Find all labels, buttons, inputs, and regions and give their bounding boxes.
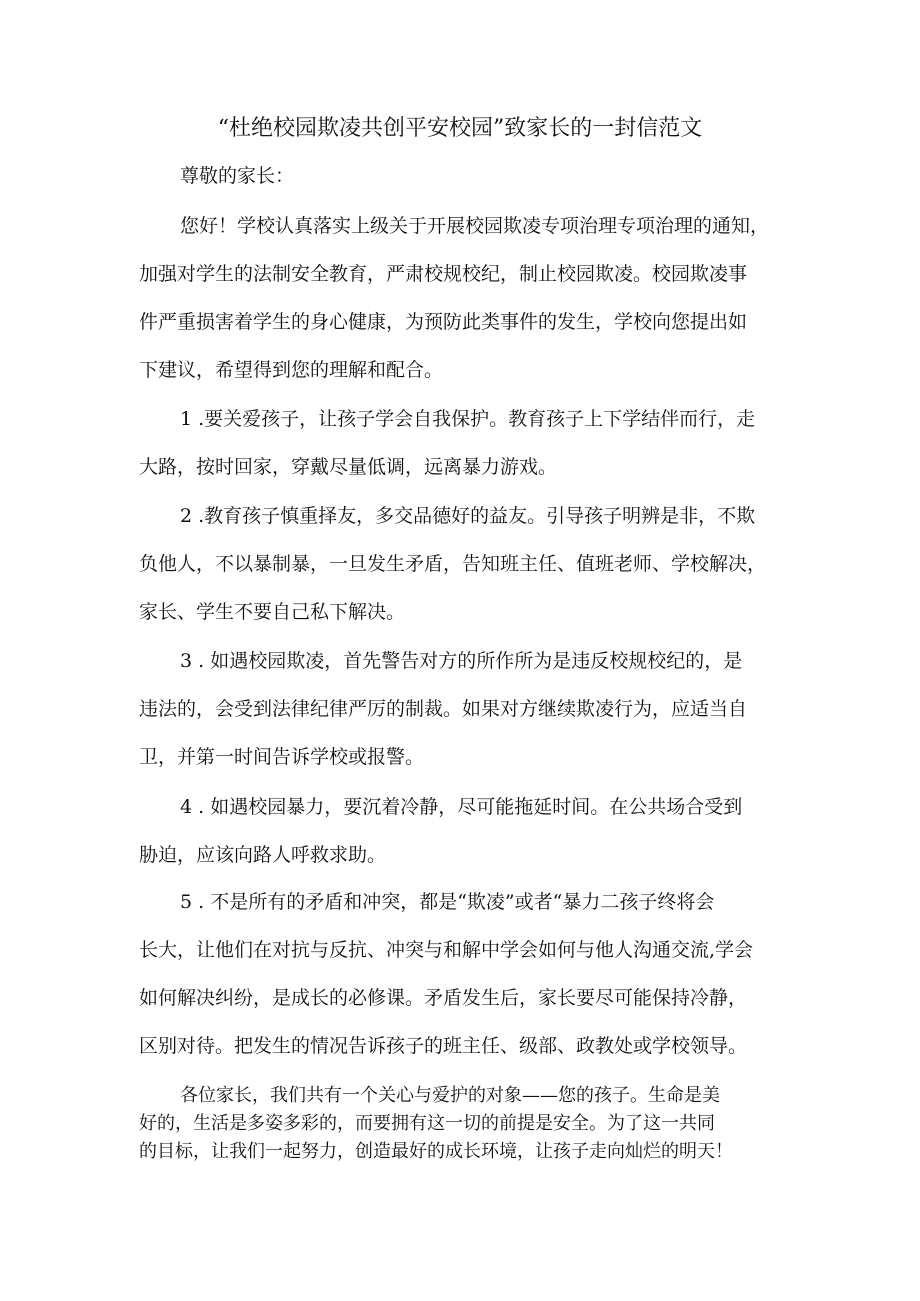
paragraph-line: 违法的，会受到法律纪律严厉的制裁。如果对方继续欺凌行为，应适当自 [139, 698, 748, 720]
paragraph-line: 的目标，让我们一起努力，创造最好的成长环境，让孩子走向灿烂的明天！ [139, 1141, 733, 1162]
paragraph-line: 3 . 如遇校园欺凌，首先警告对方的所作所为是违反校规校纪的，是 [180, 650, 743, 672]
paragraph-line: 下建议，希望得到您的理解和配合。 [139, 359, 444, 381]
paragraph-line: 长大，让他们在对抗与反抗、冲突与和解中学会如何与他人沟通交流,学会 [139, 939, 754, 961]
paragraph-line: 加强对学生的法制安全教育，严肃校规校纪，制止校园欺凌。校园欺凌事 [139, 263, 748, 285]
paragraph-line: 5 . 不是所有的矛盾和冲突，都是“欺凌”或者“暴力二孩子终将会 [180, 891, 715, 913]
paragraph-line: 胁迫，应该向路人呼救求助。 [139, 844, 387, 866]
paragraph-line: 大路，按时回家，穿戴尽量低调，远离暴力游戏。 [139, 456, 558, 478]
paragraph-line: 各位家长，我们共有一个关心与爱护的对象——您的孩子。生命是美 [180, 1085, 720, 1106]
paragraph-line: 好的，生活是多姿多彩的，而要拥有这一切的前提是安全。为了这一共同 [139, 1113, 715, 1134]
paragraph-line: 件严重损害着学生的身心健康，为预防此类事件的发生，学校向您提出如 [139, 311, 748, 333]
paragraph-line: 2 .教育孩子慎重择友，多交品德好的益友。引导孩子明辨是非，不欺 [180, 505, 756, 527]
paragraph-line: 家长、学生不要自己私下解决。 [139, 601, 406, 623]
paragraph-line: 4 . 如遇校园暴力，要沉着冷静，尽可能拖延时间。在公共场合受到 [180, 796, 743, 818]
paragraph-line: 区别对待。把发生的情况告诉孩子的班主任、级部、政教处或学校领导。 [139, 1035, 748, 1057]
paragraph-line: 您好！学校认真落实上级关于开展校园欺凌专项治理专项治理的通知， [180, 215, 770, 237]
paragraph-line: 1 .要关爱孩子，让孩子学会自我保护。教育孩子上下学结伴而行，走 [180, 408, 756, 430]
paragraph-line: 负他人，不以暴制暴，一旦发生矛盾，告知班主任、值班老师、学校解决， [139, 553, 767, 575]
document-title: “杜绝校园欺凌共创平安校园”致家长的一封信范文 [217, 116, 703, 141]
paragraph-line: 如何解决纠纷，是成长的必修课。矛盾发生后，家长要尽可能保持冷静， [139, 987, 748, 1009]
greeting: 尊敬的家长： [180, 165, 295, 187]
paragraph-line: 卫，并第一时间告诉学校或报警。 [139, 746, 425, 768]
